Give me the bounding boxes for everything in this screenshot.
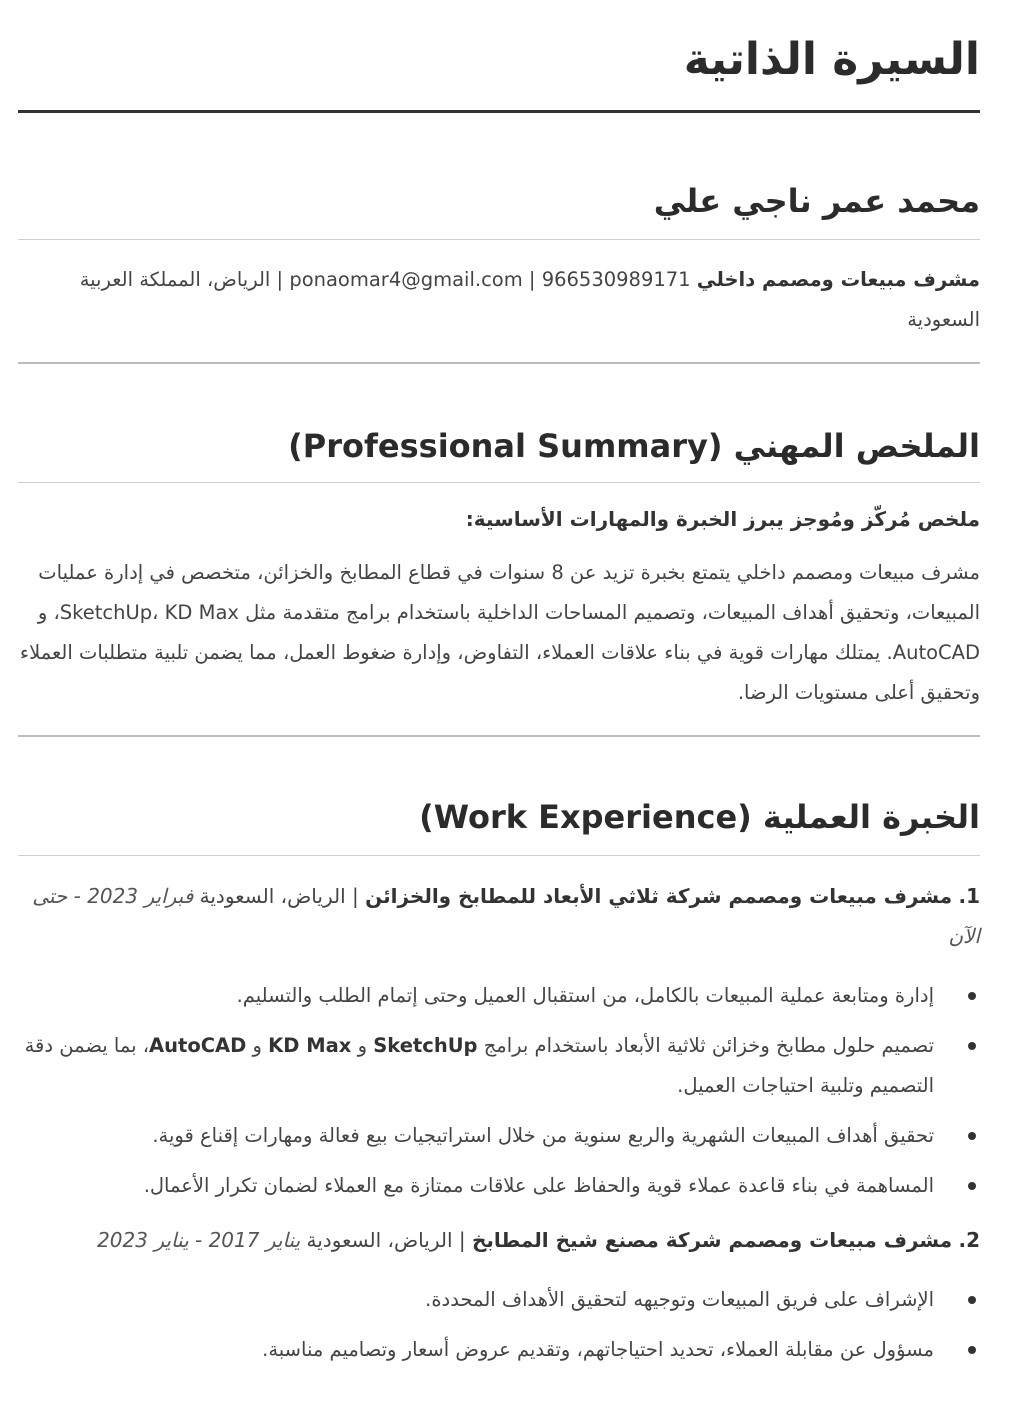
bullet-icon [968, 1182, 976, 1190]
job-heading [18, 1206, 980, 1260]
job-separator: | [345, 884, 366, 908]
list-item [18, 976, 980, 1016]
bullet-text-pre: تصميم حلول مطابخ وخزائن ثلاثية الأبعاد باستخدام برامج [477, 1034, 934, 1057]
job-heading [18, 856, 980, 956]
list-item [18, 1116, 980, 1156]
bullet-icon [968, 992, 976, 1000]
job-title: مشرف مبيعات ومصمم شركة مصنع شيخ المطابخ [471, 1228, 953, 1252]
bullet-text-mid: و [351, 1034, 374, 1057]
bullet-icon [968, 1296, 976, 1304]
summary-paragraph: مشرف مبيعات ومصمم داخلي يتمتع بخبرة تزيد عن 8 سنوات في قطاع المطابخ والخزائن، متخصص في إدارة عمليات المبيعات، وتحقيق أهداف المبيعات، وتصميم المساحات الداخلية باستخدام برامج متقدمة مثل SketchUp، KD Max، و AutoCAD. يمتلك مهارات قوية في بناء علاقات العملاء، التفاوض، وإدارة ضغوط العمل، مما يضمن تلبية متطلبات العملاء وتحقيق أعلى مستويات الرضا. [19, 561, 980, 704]
bullet-text: تحقيق أهداف المبيعات الشهرية والربع سنوية من خلال استراتيجيات بيع فعالة ومهارات إقناع قوية. [152, 1124, 934, 1147]
contact-line [18, 240, 980, 340]
job-title: مشرف مبيعات ومصمم شركة ثلاثي الأبعاد للمطابخ والخزائن [365, 884, 953, 908]
experience-section-title: الخبرة العملية (Work Experience) [419, 798, 980, 836]
summary-subtitle: ملخص مُركّز ومُوجز يبرز الخبرة والمهارات الأساسية: [465, 507, 980, 531]
page-title: السيرة الذاتية [683, 34, 980, 85]
list-item [18, 1166, 980, 1206]
job-separator: | [452, 1228, 472, 1252]
job-dates: يناير 2017 - يناير 2023 [97, 1228, 301, 1252]
list-item [18, 1330, 980, 1370]
contact-phone: 966530989171 [541, 268, 691, 291]
job-bullets [18, 956, 980, 1206]
bullet-icon [968, 1346, 976, 1354]
contact-separator: | [270, 268, 290, 291]
job-bullets [18, 1260, 980, 1370]
contact-role: مشرف مبيعات ومصمم داخلي [696, 268, 980, 291]
contact-separator: | [522, 268, 542, 291]
job-number: 1. [958, 884, 980, 908]
bullet-icon [968, 1132, 976, 1140]
software-sketchup: SketchUp [373, 1034, 478, 1057]
bullet-text: الإشراف على فريق المبيعات وتوجيهه لتحقيق الأهداف المحددة. [425, 1288, 934, 1311]
job-dates: فبراير 2023 - حتى الآن [32, 884, 980, 948]
list-item [18, 1280, 980, 1320]
bullet-text-mid: و [246, 1034, 269, 1057]
job-number: 2. [958, 1228, 980, 1252]
software-autocad: AutoCAD [149, 1034, 247, 1057]
software-kdmax: KD Max [268, 1034, 352, 1057]
bullet-text: مسؤول عن مقابلة العملاء، تحديد احتياجاتهم، وتقديم عروض أسعار وتصاميم مناسبة. [262, 1338, 934, 1361]
list-item [18, 1026, 980, 1106]
bullet-text: المساهمة في بناء قاعدة عملاء قوية والحفاظ على علاقات ممتازة مع العملاء لضمان تكرار الأعمال. [143, 1174, 934, 1197]
bullet-text-post: ، بما يضمن دقة التصميم وتلبية احتياجات العميل. [24, 1034, 934, 1097]
summary-section-title: الملخص المهني (Professional Summary) [288, 427, 980, 465]
contact-email[interactable]: ponaomar4@gmail.com [289, 268, 523, 291]
bullet-icon [968, 1042, 976, 1050]
resume-page [18, 0, 980, 1424]
candidate-name: محمد عمر ناجي علي [653, 182, 980, 220]
bullet-text: إدارة ومتابعة عملية المبيعات بالكامل، من استقبال العميل وحتى إتمام الطلب والتسليم. [236, 984, 934, 1007]
contact-location: الرياض، المملكة العربية السعودية [79, 268, 980, 331]
job-location: الرياض، السعودية [199, 884, 346, 908]
job-location: الرياض، السعودية [306, 1228, 453, 1252]
